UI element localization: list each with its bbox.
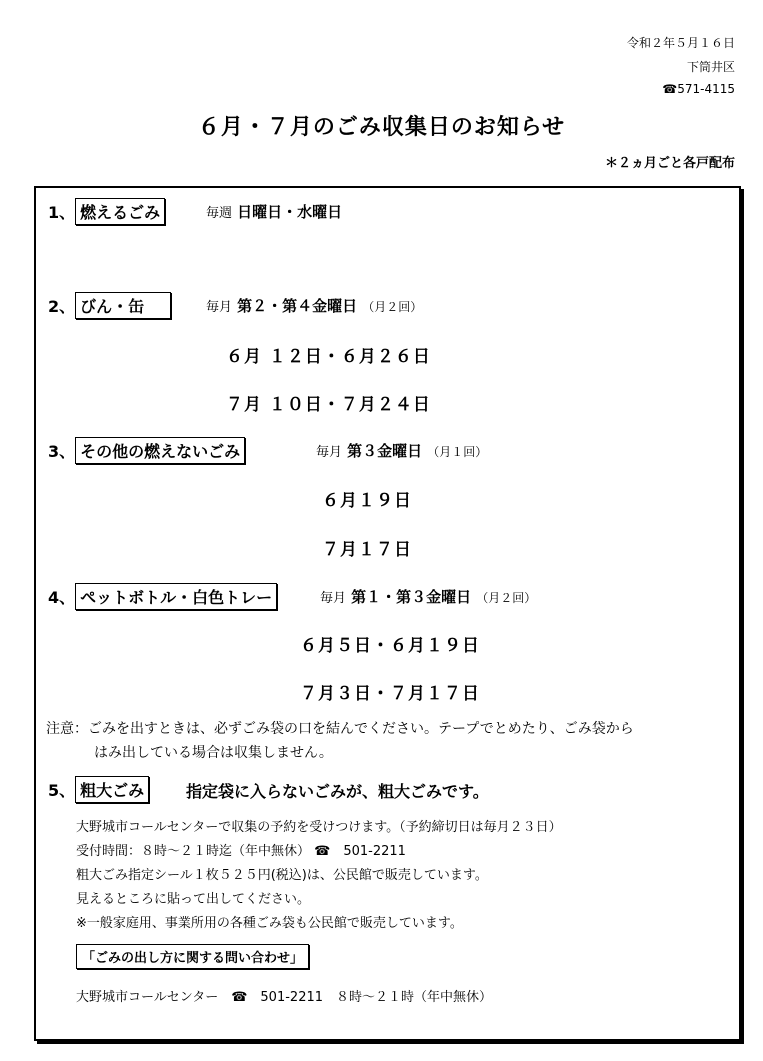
collection-days: 第１・第３金曜日 <box>351 588 472 606</box>
section-5-row <box>48 776 149 803</box>
category-label: びん・缶 <box>75 292 171 319</box>
inquiry-label: 「ごみの出し方に関する問い合わせ」 <box>76 944 309 969</box>
section-number: 3、 <box>48 442 76 461</box>
bulky-info-line: 受付時間：８時～２１時迄（年中無休） ☎ 501-2211 <box>76 844 406 859</box>
collection-days: 第３金曜日 <box>347 442 423 460</box>
collection-days: 第２・第４金曜日 <box>237 297 358 315</box>
collection-date: ６月 １２日・６月２６日 <box>226 347 431 367</box>
bulky-description: 指定袋に入らないごみが、粗大ごみです。 <box>186 782 489 801</box>
category-label: 燃えるごみ <box>75 198 165 225</box>
frequency: 毎月 <box>316 445 343 460</box>
section-4-schedule <box>320 586 536 607</box>
inquiry-box <box>76 944 309 969</box>
times-per-month: （月２回） <box>362 300 423 314</box>
collection-date: ７月 １０日・７月２４日 <box>226 395 431 415</box>
collection-date: ７月３日・７月１７日 <box>300 684 480 704</box>
collection-date: ６月１９日 <box>322 491 412 511</box>
frequency: 毎月 <box>320 591 347 606</box>
page-title: ６月・７月のごみ収集日のお知らせ <box>197 115 566 140</box>
times-per-month: （月１回） <box>427 445 488 459</box>
inquiry-contact: 大野城市コールセンター ☎ 501-2211 ８時～２１時（年中無休） <box>76 990 493 1005</box>
category-label: 粗大ごみ <box>75 776 149 803</box>
bulky-info-line: 見えるところに貼って出してください。 <box>76 892 311 907</box>
bulky-info-line: 粗大ごみ指定シール１枚５２５円(税込)は、公民館で販売しています。 <box>76 868 488 883</box>
section-4-row <box>48 583 277 610</box>
distribution-note: ＊２ヵ月ごと各戸配布 <box>604 156 735 171</box>
caution-line-1: 注意：ごみを出すときは、必ずごみ袋の口を結んでください。テープでとめたり、ごみ袋から <box>46 721 634 737</box>
section-number: 5、 <box>48 781 76 800</box>
district-name: 下筒井区 <box>686 60 735 74</box>
district-phone: ☎571-4115 <box>662 82 735 96</box>
collection-days: 日曜日・水曜日 <box>237 203 343 221</box>
category-label: その他の燃えないごみ <box>75 437 245 464</box>
times-per-month: （月２回） <box>476 591 537 605</box>
caution-line-2: はみ出している場合は収集しません。 <box>94 745 333 761</box>
section-3-row <box>48 437 245 464</box>
section-1-schedule <box>206 201 342 222</box>
frequency: 毎週 <box>206 206 233 221</box>
section-2-schedule <box>206 295 422 316</box>
section-number: 2、 <box>48 297 76 316</box>
section-number: 1、 <box>48 203 76 222</box>
collection-date: ７月１７日 <box>322 540 412 560</box>
section-3-schedule <box>316 440 487 461</box>
frequency: 毎月 <box>206 300 233 315</box>
bulky-info-line: ※一般家庭用、事業所用の各種ごみ袋も公民館で販売しています。 <box>76 916 463 931</box>
issue-date: 令和２年５月１６日 <box>626 36 735 50</box>
collection-date: ６月５日・６月１９日 <box>300 636 480 656</box>
section-2-row <box>48 292 171 319</box>
bulky-info-line: 大野城市コールセンターで収集の予約を受けつけます。（予約締切日は毎月２３日） <box>76 820 562 835</box>
section-1-row <box>48 198 165 225</box>
category-label: ペットボトル・白色トレー <box>75 583 277 610</box>
section-number: 4、 <box>48 588 76 607</box>
